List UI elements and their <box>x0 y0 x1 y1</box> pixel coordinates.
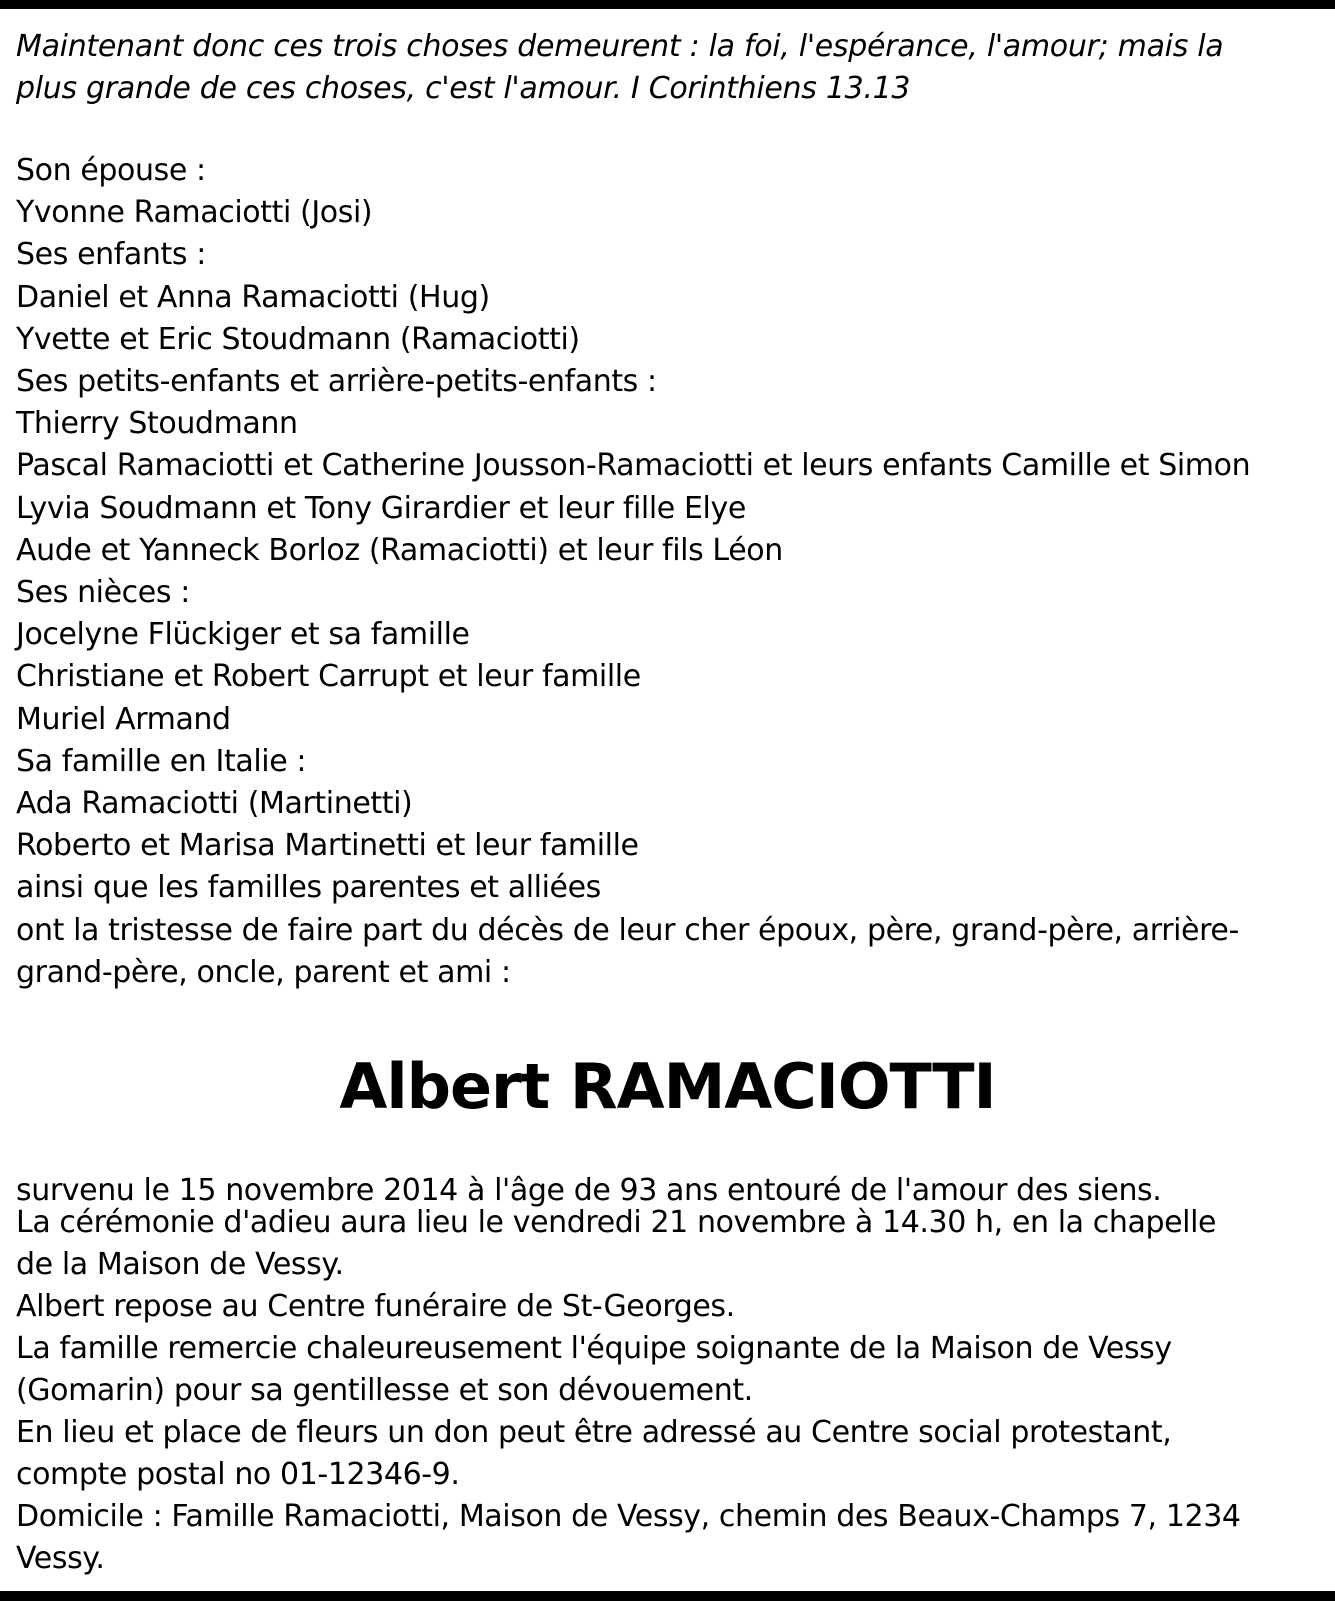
family-line: Jocelyne Flückiger et sa famille <box>16 617 470 653</box>
ceremony-details <box>16 1170 1326 1580</box>
verse-line: Maintenant donc ces trois choses demeurent : la foi, l'espérance, l'amour; mais la <box>16 29 1224 64</box>
family-line: ainsi que les familles parentes et alliées <box>16 870 601 906</box>
details-line: La famille remercie chaleureusement l'équipe soignante de la Maison de Vessy <box>16 1331 1172 1366</box>
details-line: de la Maison de Vessy. <box>16 1247 344 1282</box>
family-line: Ada Ramaciotti (Martinetti) <box>16 786 413 822</box>
details-line: Domicile : Famille Ramaciotti, Maison de Vessy, chemin des Beaux-Champs 7, 1234 <box>16 1499 1241 1534</box>
family-line: Roberto et Marisa Martinetti et leur famille <box>16 828 639 864</box>
bottom-rule <box>0 1591 1335 1601</box>
verse-line: plus grande de ces choses, c'est l'amour. I Corinthiens 13.13 <box>16 71 911 106</box>
family-line: Lyvia Soudmann et Tony Girardier et leur fille Elye <box>16 490 746 526</box>
family-line: Son épouse : <box>16 153 206 188</box>
family-line: Christiane et Robert Carrupt et leur famille <box>16 659 641 695</box>
deceased-name: Albert RAMACIOTTI <box>339 1050 996 1123</box>
family-line: Sa famille en Italie : <box>16 743 307 779</box>
family-line: Ses petits-enfants et arrière-petits-enfants : <box>16 364 657 400</box>
family-line: Ses enfants : <box>16 237 206 273</box>
family-line: Yvette et Eric Stoudmann (Ramaciotti) <box>16 321 580 357</box>
family-line: Ses nièces : <box>16 575 190 611</box>
details-line: La cérémonie d'adieu aura lieu le vendredi 21 novembre à 14.30 h, en la chapelle <box>16 1205 1217 1240</box>
top-rule <box>0 0 1335 9</box>
details-line: survenu le 15 novembre 2014 à l'âge de 93 ans entouré de l'amour des siens. <box>16 1173 1162 1208</box>
details-line: En lieu et place de fleurs un don peut être adressé au Centre social protestant, <box>16 1415 1172 1450</box>
family-line: Thierry Stoudmann <box>16 406 298 442</box>
family-list <box>16 150 1326 994</box>
family-line: Yvonne Ramaciotti (Josi) <box>16 195 373 231</box>
family-line: grand-père, oncle, parent et ami : <box>16 954 511 990</box>
details-line: Albert repose au Centre funéraire de St-Georges. <box>16 1289 735 1324</box>
family-line: ont la tristesse de faire part du décès de leur cher époux, père, grand-père, arrière- <box>16 912 1239 948</box>
family-line: Daniel et Anna Ramaciotti (Hug) <box>16 279 490 315</box>
family-line: Pascal Ramaciotti et Catherine Jousson-Ramaciotti et leurs enfants Camille et Simon <box>16 448 1251 484</box>
details-line: (Gomarin) pour sa gentillesse et son dévouement. <box>16 1373 753 1408</box>
family-line: Muriel Armand <box>16 701 231 737</box>
details-line: compte postal no 01-12346-9. <box>16 1457 460 1492</box>
details-line: Vessy. <box>16 1541 105 1576</box>
bible-verse <box>16 26 1316 110</box>
family-line: Aude et Yanneck Borloz (Ramaciotti) et leur fils Léon <box>16 532 783 568</box>
